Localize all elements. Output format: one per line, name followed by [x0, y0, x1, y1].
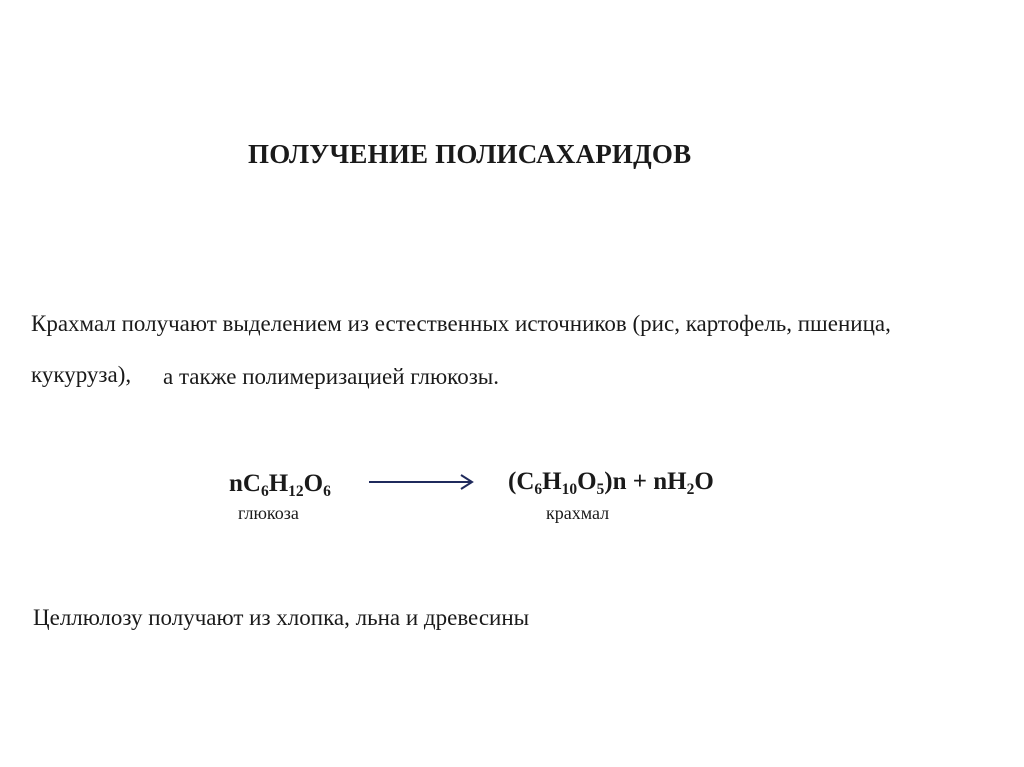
product-oxygen: O: [577, 468, 597, 495]
reactant-formula: [229, 470, 331, 498]
product-oxygen-sub: 5: [596, 480, 605, 498]
reactant-oxygen: O: [303, 470, 324, 497]
reactant-carbon: C: [242, 470, 261, 497]
slide-title: ПОЛУЧЕНИЕ ПОЛИСАХАРИДОВ: [248, 139, 692, 169]
starch-paragraph-line-2-start: кукуруза),: [31, 362, 132, 387]
product-hydrogen-sub: 10: [561, 480, 578, 498]
reaction-arrow-icon: [367, 472, 475, 492]
product-hydrogen: H: [542, 468, 562, 495]
reactant-coefficient: n: [229, 470, 243, 497]
product-carbon-sub: 6: [534, 480, 543, 498]
starch-label: крахмал: [546, 503, 610, 523]
starch-paragraph-line-2-end: а также полимеризацией глюкозы.: [163, 364, 499, 389]
starch-paragraph-line-1: Крахмал получают выделением из естественных источников (рис, картофель, пшеница,: [31, 311, 891, 336]
reactant-hydrogen: H: [268, 470, 289, 497]
water-hydrogen-sub: 2: [686, 480, 695, 498]
water-oxygen: O: [694, 468, 714, 495]
product-open: (C: [508, 468, 535, 495]
cellulose-paragraph: Целлюлозу получают из хлопка, льна и древесины: [33, 605, 530, 630]
product-close-and-water: )n + nH: [604, 468, 687, 495]
reactant-hydrogen-sub: 12: [288, 482, 304, 500]
glucose-label: глюкоза: [238, 503, 299, 523]
reactant-carbon-sub: 6: [260, 482, 269, 500]
reactant-oxygen-sub: 6: [323, 482, 331, 500]
product-formula: [508, 468, 714, 496]
